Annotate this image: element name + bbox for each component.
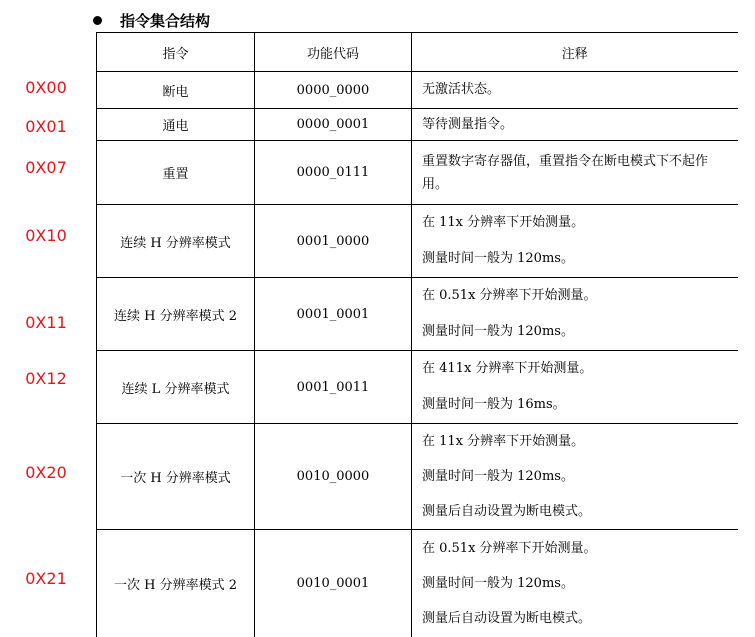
section-heading bbox=[93, 8, 210, 32]
note-line: 在 411x 分辨率下开始测量。 bbox=[422, 361, 593, 376]
instruction-name: 连续 L 分辨率模式 bbox=[97, 351, 255, 424]
note-line: 无激活状态。 bbox=[422, 82, 501, 97]
section-heading-text: 指令集合结构 bbox=[120, 11, 211, 30]
note-line: 在 0.51x 分辨率下开始测量。 bbox=[422, 288, 597, 303]
note-line: 测量时间一般为 120ms。 bbox=[422, 324, 574, 339]
hex-label-0x00: 0X00 bbox=[25, 78, 67, 97]
instruction-name: 重置 bbox=[97, 141, 255, 205]
instruction-name: 一次 H 分辨率模式 2 bbox=[97, 530, 255, 637]
column-header-instruction: 指令 bbox=[97, 33, 255, 72]
function-code: 0000_0000 bbox=[255, 72, 412, 109]
table-header-row bbox=[97, 33, 738, 72]
table-row bbox=[97, 278, 738, 351]
note-line: 在 0.51x 分辨率下开始测量。 bbox=[422, 540, 597, 556]
table-row bbox=[97, 109, 738, 141]
function-code: 0010_0001 bbox=[255, 530, 412, 637]
note-line: 测量时间一般为 120ms。 bbox=[422, 575, 574, 591]
note-line: 等待测量指令。 bbox=[422, 116, 514, 132]
note-line: 测量后自动设置为断电模式。 bbox=[422, 504, 592, 519]
instruction-table bbox=[96, 32, 737, 637]
table-row bbox=[97, 351, 738, 424]
table-row bbox=[97, 205, 738, 278]
function-code: 0000_0111 bbox=[255, 141, 412, 205]
note-line: 测量时间一般为 16ms。 bbox=[422, 397, 566, 412]
notes-cell bbox=[412, 141, 738, 205]
hex-label-0x20: 0X20 bbox=[25, 463, 67, 482]
function-code: 0001_0011 bbox=[255, 351, 412, 424]
instruction-name: 连续 H 分辨率模式 bbox=[97, 205, 255, 278]
notes-cell bbox=[412, 278, 738, 351]
hex-label-0x21: 0X21 bbox=[25, 569, 67, 588]
bullet-icon bbox=[93, 16, 102, 25]
notes-cell bbox=[412, 109, 738, 141]
notes-cell bbox=[412, 205, 738, 278]
table-row bbox=[97, 141, 738, 205]
instruction-name: 一次 H 分辨率模式 bbox=[97, 424, 255, 530]
note-line: 测量后自动设置为断电模式。 bbox=[422, 610, 592, 626]
table-row bbox=[97, 72, 738, 109]
note-line: 测量时间一般为 120ms。 bbox=[422, 469, 574, 484]
hex-label-0x12: 0X12 bbox=[25, 369, 67, 388]
notes-cell bbox=[412, 424, 738, 530]
note-line: 在 11x 分辨率下开始测量。 bbox=[422, 434, 585, 449]
hex-label-0x11: 0X11 bbox=[25, 313, 67, 332]
function-code: 0000_0001 bbox=[255, 109, 412, 141]
hex-label-0x10: 0X10 bbox=[25, 226, 67, 245]
note-line: 测量时间一般为 120ms。 bbox=[422, 251, 574, 266]
instruction-name: 断电 bbox=[97, 72, 255, 109]
instruction-name: 连续 H 分辨率模式 2 bbox=[97, 278, 255, 351]
note-line: 在 11x 分辨率下开始测量。 bbox=[422, 215, 585, 230]
hex-label-0x07: 0X07 bbox=[25, 158, 67, 177]
hex-label-0x01: 0X01 bbox=[25, 117, 67, 136]
instruction-name: 通电 bbox=[97, 109, 255, 141]
function-code: 0001_0001 bbox=[255, 278, 412, 351]
notes-cell bbox=[412, 530, 738, 637]
function-code: 0010_0000 bbox=[255, 424, 412, 530]
column-header-code: 功能代码 bbox=[255, 33, 412, 72]
function-code: 0001_0000 bbox=[255, 205, 412, 278]
notes-cell bbox=[412, 72, 738, 109]
table-row bbox=[97, 530, 738, 637]
note-line: 重置数字寄存器值，重置指令在断电模式下不起作用。 bbox=[422, 153, 709, 192]
table-row bbox=[97, 424, 738, 530]
column-header-notes: 注释 bbox=[412, 33, 738, 72]
notes-cell bbox=[412, 351, 738, 424]
